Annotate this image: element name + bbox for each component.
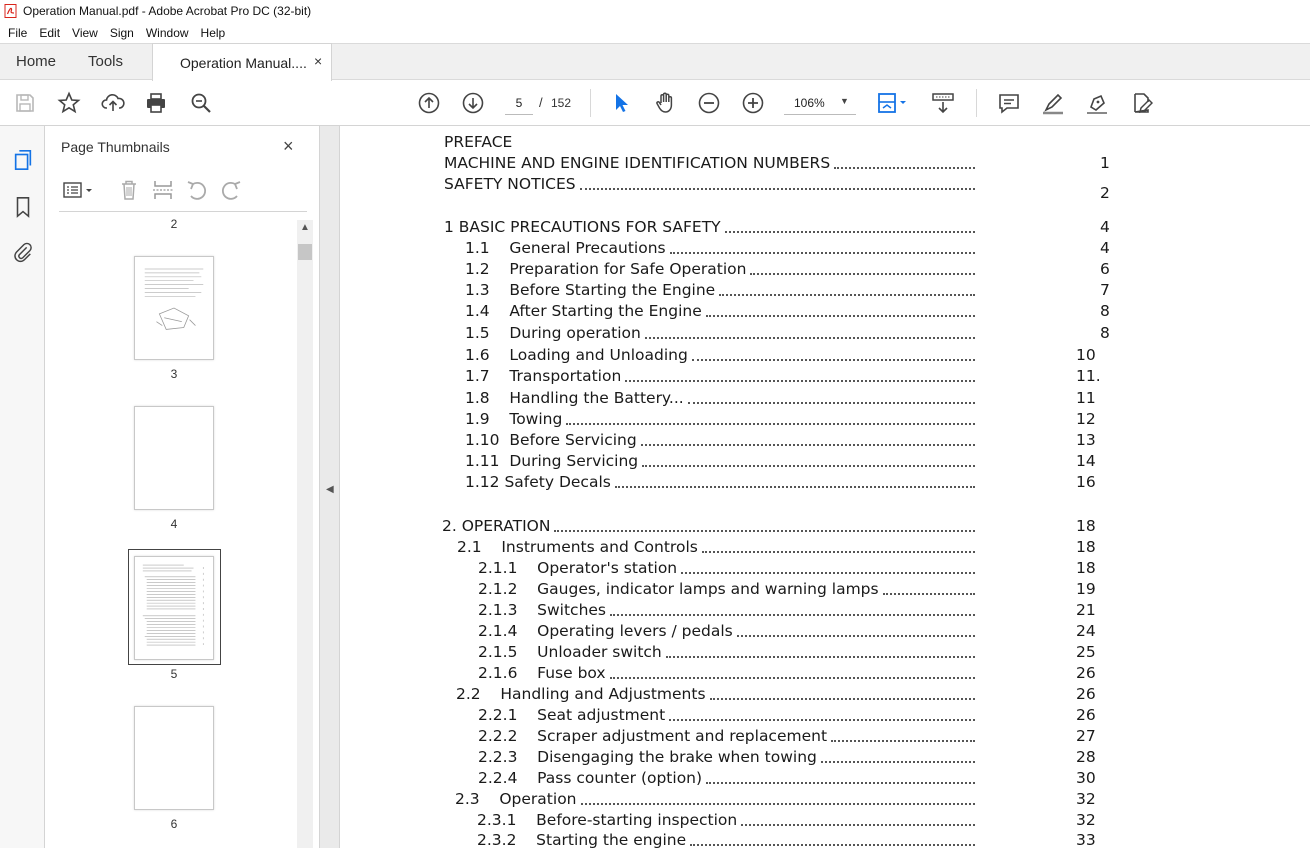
menu-help[interactable]: Help [200, 25, 226, 40]
thumbnails-panel-title: Page Thumbnails [61, 139, 170, 155]
page-separator: / [539, 95, 543, 110]
page-thumbnails-icon[interactable] [11, 148, 35, 172]
thumbnail-options-icon[interactable] [61, 178, 95, 202]
scroll-mode-icon[interactable] [931, 91, 955, 115]
toc-leader-dots [706, 781, 975, 784]
menu-view[interactable]: View [72, 25, 98, 40]
edit-document-icon[interactable] [1129, 91, 1153, 115]
tab-bar [0, 43, 1310, 80]
acrobat-icon [4, 4, 18, 18]
toc-leader-dots [580, 187, 975, 190]
toc-entry-title[interactable]: 2.1.2 Gauges, indicator lamps and warning lamps [478, 580, 879, 598]
menu-bar [0, 22, 1310, 43]
toc-entry-title[interactable]: 2.2.2 Scraper adjustment and replacement [478, 727, 828, 745]
toc-entry-title[interactable]: 2.1.6 Fuse box [478, 664, 606, 682]
toc-entry-title[interactable]: 1.6 Loading and Unloading [465, 346, 688, 364]
menu-file[interactable]: File [8, 25, 28, 40]
toc-page-number: 18 [1076, 559, 1096, 577]
page-preview-image [135, 557, 213, 659]
toc-page-number: 1 [1100, 154, 1110, 172]
toc-entry-title[interactable]: 2.2.4 Pass counter (option) [478, 769, 703, 787]
toc-page-number: 33 [1076, 831, 1096, 848]
upload-icon[interactable] [101, 91, 125, 115]
toc-leader-dots [719, 293, 975, 296]
toc-entry-title[interactable]: 2.1.4 Operating levers / pedals [478, 622, 733, 640]
toc-leader-dots [581, 802, 976, 805]
toc-entry-title[interactable]: 1.3 Before Starting the Engine [465, 281, 716, 299]
zoom-search-icon[interactable] [189, 91, 213, 115]
toc-leader-dots [670, 251, 975, 254]
toc-page-number: 26 [1076, 706, 1096, 724]
chevron-down-icon: ▼ [840, 96, 849, 106]
window-title: Operation Manual.pdf - Adobe Acrobat Pro DC (32-bit) [23, 4, 312, 18]
toc-leader-dots [706, 314, 975, 317]
tab-home[interactable]: Home [16, 53, 57, 70]
toc-page-number: 11 [1076, 389, 1096, 407]
tab-close-icon[interactable]: × [314, 53, 323, 69]
thumbnail-page-3[interactable] [134, 256, 214, 360]
toc-entry-title[interactable]: 1.8 Handling the Battery... [465, 389, 684, 407]
toc-page-number: 4 [1100, 239, 1110, 257]
toc-page-number: 18 [1076, 517, 1096, 535]
toc-page-number: 18 [1076, 538, 1096, 556]
toc-entry-title[interactable]: 1.2 Preparation for Safe Operation [465, 260, 747, 278]
rotate-left-icon[interactable] [185, 178, 209, 202]
toc-page-number: 30 [1076, 769, 1096, 787]
star-icon[interactable] [57, 91, 81, 115]
next-page-icon[interactable] [461, 91, 485, 115]
select-cursor-icon[interactable] [609, 91, 633, 115]
thumbnails-list [45, 214, 297, 848]
scrollbar-thumb[interactable] [298, 244, 312, 260]
toc-page-number: 27 [1076, 727, 1096, 745]
toc-leader-dots [642, 464, 975, 467]
toolbar-divider [590, 89, 591, 117]
toc-entry-title[interactable]: 1.12 Safety Decals [465, 473, 611, 491]
toc-page-number: 4 [1100, 218, 1110, 236]
tab-tools[interactable]: Tools [88, 53, 124, 70]
thumbnail-page-4[interactable] [134, 406, 214, 510]
document-view[interactable] [340, 126, 1310, 848]
toc-entry-title[interactable]: 2. OPERATION [442, 517, 551, 535]
extract-page-icon[interactable] [151, 178, 175, 202]
toc-page-number: 16 [1076, 473, 1096, 491]
fit-page-icon[interactable] [876, 91, 912, 115]
toc-entry-title[interactable]: 2.1.3 Switches [478, 601, 607, 619]
rotate-right-icon[interactable] [219, 178, 243, 202]
toc-entry-title[interactable]: 2.3.1 Before-starting inspection [477, 811, 738, 829]
toc-leader-dots [641, 443, 975, 446]
toc-leader-dots [666, 655, 975, 658]
bookmark-icon[interactable] [11, 195, 35, 219]
toc-entry-title[interactable]: MACHINE AND ENGINE IDENTIFICATION NUMBERS [444, 154, 831, 172]
toc-leader-dots [681, 571, 975, 574]
toc-page-number: 13 [1076, 431, 1096, 449]
toc-entry-title[interactable]: 2.2.3 Disengaging the brake when towing [478, 748, 817, 766]
toc-page-number: 12 [1076, 410, 1096, 428]
page-total: 152 [551, 96, 572, 110]
menu-window[interactable]: Window [145, 25, 189, 40]
toc-entry-title[interactable]: 2.1.5 Unloader switch [478, 643, 662, 661]
toc-leader-dots [690, 843, 975, 846]
delete-icon[interactable] [117, 178, 141, 202]
sign-pen-icon[interactable] [1085, 91, 1109, 115]
thumbnail-page-5[interactable] [134, 556, 214, 660]
thumbnail-label: 3 [170, 367, 178, 381]
toc-entry-title[interactable]: 1.7 Transportation [465, 367, 622, 385]
toc-leader-dots [645, 336, 975, 339]
collapse-arrow-icon[interactable]: ◀ [326, 484, 334, 495]
toc-page-number: 8 [1100, 324, 1110, 342]
thumbnail-label: 4 [170, 517, 178, 531]
page-number-input[interactable] [505, 91, 533, 115]
close-icon[interactable]: × [283, 136, 294, 156]
toc-entry-title[interactable]: 1.5 During operation [465, 324, 641, 342]
tab-document[interactable] [152, 43, 332, 81]
toc-page-number: 2 [1100, 184, 1110, 202]
toc-leader-dots [688, 401, 975, 404]
save-icon[interactable] [13, 91, 37, 115]
tab-document-label: Operation Manual.... [180, 55, 307, 71]
toc-leader-dots [692, 358, 975, 361]
zoom-out-icon[interactable] [697, 91, 721, 115]
toc-page-number: 8 [1100, 302, 1110, 320]
toc-page-number: 26 [1076, 685, 1096, 703]
toc-leader-dots [725, 230, 975, 233]
toc-leader-dots [702, 550, 975, 553]
toc-entry-title[interactable]: 1.4 After Starting the Engine [465, 302, 702, 320]
toc-page-number: 24 [1076, 622, 1096, 640]
print-icon[interactable] [144, 91, 168, 115]
previous-page-icon[interactable] [417, 91, 441, 115]
title-bar [0, 0, 1310, 22]
comment-icon[interactable] [997, 91, 1021, 115]
toc-entry-title[interactable]: 2.3.2 Starting the engine [477, 831, 687, 848]
toc-leader-dots [834, 166, 975, 169]
toc-leader-dots [566, 422, 975, 425]
toc-page-number: 10 [1076, 346, 1096, 364]
scroll-up-icon[interactable]: ▲ [300, 222, 310, 233]
panel-collapse-bar[interactable] [320, 126, 340, 848]
toc-page-number: 28 [1076, 748, 1096, 766]
toolbar-divider [976, 89, 977, 117]
toc-leader-dots [750, 272, 975, 275]
toc-leader-dots [669, 718, 975, 721]
toc-page-number: 11. [1076, 367, 1101, 385]
toc-leader-dots [625, 379, 975, 382]
toc-entry-title[interactable]: 2.2 Handling and Adjustments [456, 685, 706, 703]
toc-page-number: 25 [1076, 643, 1096, 661]
toc-page-number: 21 [1076, 601, 1096, 619]
thumbnails-toolbar [59, 174, 307, 212]
toc-leader-dots [831, 739, 975, 742]
toc-leader-dots [554, 529, 975, 532]
toc-leader-dots [821, 760, 975, 763]
highlight-pen-icon[interactable] [1041, 91, 1065, 115]
page-preview-image [135, 257, 213, 359]
thumbnails-panel [45, 126, 320, 848]
menu-sign[interactable]: Sign [109, 25, 134, 40]
thumbnail-page-6[interactable] [134, 706, 214, 810]
attachment-icon[interactable] [11, 240, 35, 264]
toc-entry-title[interactable]: PREFACE [444, 133, 513, 151]
toc-leader-dots [710, 697, 975, 700]
toc-leader-dots [610, 613, 975, 616]
toc-leader-dots [737, 634, 975, 637]
toc-page-number: 14 [1076, 452, 1096, 470]
toc-entry-title[interactable]: SAFETY NOTICES [444, 175, 576, 193]
toc-entry-title[interactable]: 1.10 Before Servicing [465, 431, 637, 449]
toc-entry-title[interactable]: 2.3 Operation [455, 790, 577, 808]
toc-page-number: 32 [1076, 790, 1096, 808]
toc-leader-dots [610, 676, 975, 679]
toc-entry-title[interactable]: 1.9 Towing [465, 410, 563, 428]
toc-page-number: 19 [1076, 580, 1096, 598]
hand-tool-icon[interactable] [653, 91, 677, 115]
toc-entry-title[interactable]: 1.1 General Precautions [465, 239, 666, 257]
zoom-in-icon[interactable] [741, 91, 765, 115]
zoom-level-dropdown[interactable] [784, 91, 856, 115]
toc-page-number: 32 [1076, 811, 1096, 829]
toc-entry-title[interactable]: 2.1 Instruments and Controls [457, 538, 698, 556]
toc-leader-dots [741, 823, 975, 826]
zoom-level-value: 106% [794, 96, 825, 110]
toc-leader-dots [883, 592, 975, 595]
toc-page-number: 7 [1100, 281, 1110, 299]
thumbnail-label: 2 [170, 217, 178, 231]
menu-edit[interactable]: Edit [39, 25, 61, 40]
toc-entry-title[interactable]: 2.1.1 Operator's station [478, 559, 678, 577]
thumbnail-label: 6 [170, 817, 178, 831]
main-toolbar [0, 81, 1310, 126]
toc-entry-title[interactable]: 2.2.1 Seat adjustment [478, 706, 666, 724]
navigation-rail [0, 126, 45, 848]
thumbnails-scrollbar[interactable] [297, 220, 313, 848]
toc-entry-title[interactable]: 1.11 During Servicing [465, 452, 639, 470]
toc-page-number: 26 [1076, 664, 1096, 682]
toc-page-number: 6 [1100, 260, 1110, 278]
toc-leader-dots [615, 485, 975, 488]
thumbnail-label: 5 [170, 667, 178, 681]
toc-entry-title[interactable]: 1 BASIC PRECAUTIONS FOR SAFETY [444, 218, 721, 236]
